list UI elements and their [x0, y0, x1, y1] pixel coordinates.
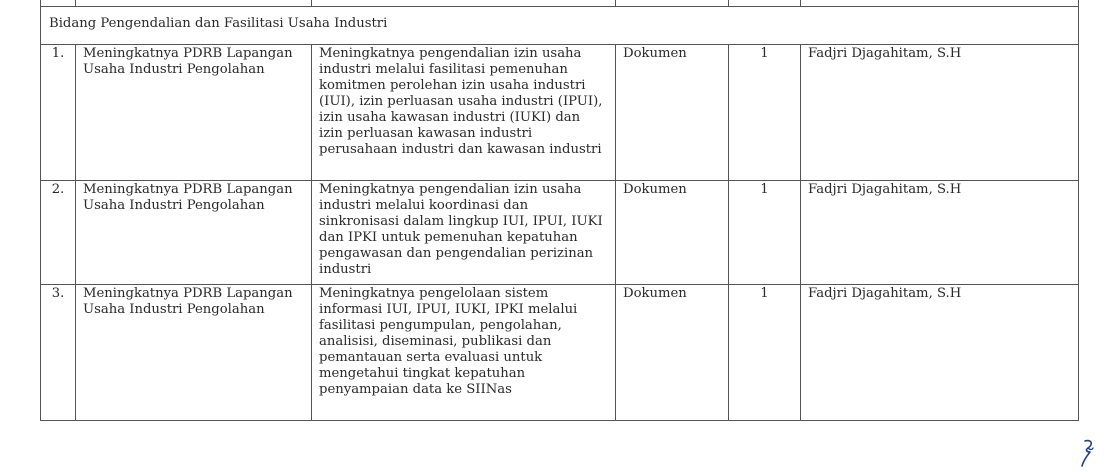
- section-header-row: [41, 7, 1079, 45]
- satuan-cell: Dokumen: [616, 181, 729, 285]
- handwritten-paraf-icon: [1076, 438, 1100, 468]
- row-number: 3.: [41, 285, 76, 421]
- document-page: [40, 0, 1078, 421]
- pelaksana-cell: Fadjri Djagahitam, S.H: [801, 285, 1079, 421]
- sasaran-cell: Meningkatnya PDRB Lapangan Usaha Industri Pengolahan: [76, 45, 312, 181]
- row-number: 2.: [41, 181, 76, 285]
- kegiatan-cell: Meningkatnya pengendalian izin usaha industri melalui fasilitasi pemenuhan komitmen perolehan izin usaha industri (IUI), izin perluasan usaha industri (IPUI), izin usaha kawasan industri (IUKI) dan izin perluasan kawasan industri perusahaan industri dan kawasan industri: [312, 45, 616, 181]
- jumlah-cell: 1: [729, 285, 801, 421]
- kegiatan-cell: Meningkatnya pengelolaan sistem informasi IUI, IPUI, IUKI, IPKI melalui fasilitasi pengumpulan, pengolahan, analisisi, diseminasi, publikasi dan pemantauan serta evaluasi untuk mengetahui tingkat kepatuhan penyampaian data ke SIINas: [312, 285, 616, 421]
- section-title: Bidang Pengendalian dan Fasilitasi Usaha Industri: [41, 7, 1079, 45]
- jumlah-cell: 1: [729, 45, 801, 181]
- sasaran-cell: Meningkatnya PDRB Lapangan Usaha Industri Pengolahan: [76, 285, 312, 421]
- satuan-cell: Dokumen: [616, 285, 729, 421]
- table-row: [41, 181, 1079, 285]
- work-plan-table: [40, 0, 1079, 421]
- table-row: [41, 45, 1079, 181]
- jumlah-cell: 1: [729, 181, 801, 285]
- sasaran-cell: Meningkatnya PDRB Lapangan Usaha Industri Pengolahan: [76, 181, 312, 285]
- table-row: [41, 285, 1079, 421]
- pelaksana-cell: Fadjri Djagahitam, S.H: [801, 181, 1079, 285]
- pelaksana-cell: Fadjri Djagahitam, S.H: [801, 45, 1079, 181]
- row-number: 1.: [41, 45, 76, 181]
- satuan-cell: Dokumen: [616, 45, 729, 181]
- kegiatan-cell: Meningkatnya pengendalian izin usaha industri melalui koordinasi dan sinkronisasi dalam lingkup IUI, IPUI, IUKI dan IPKI untuk pemenuhan kepatuhan pengawasan dan pengendalian perizinan industri: [312, 181, 616, 285]
